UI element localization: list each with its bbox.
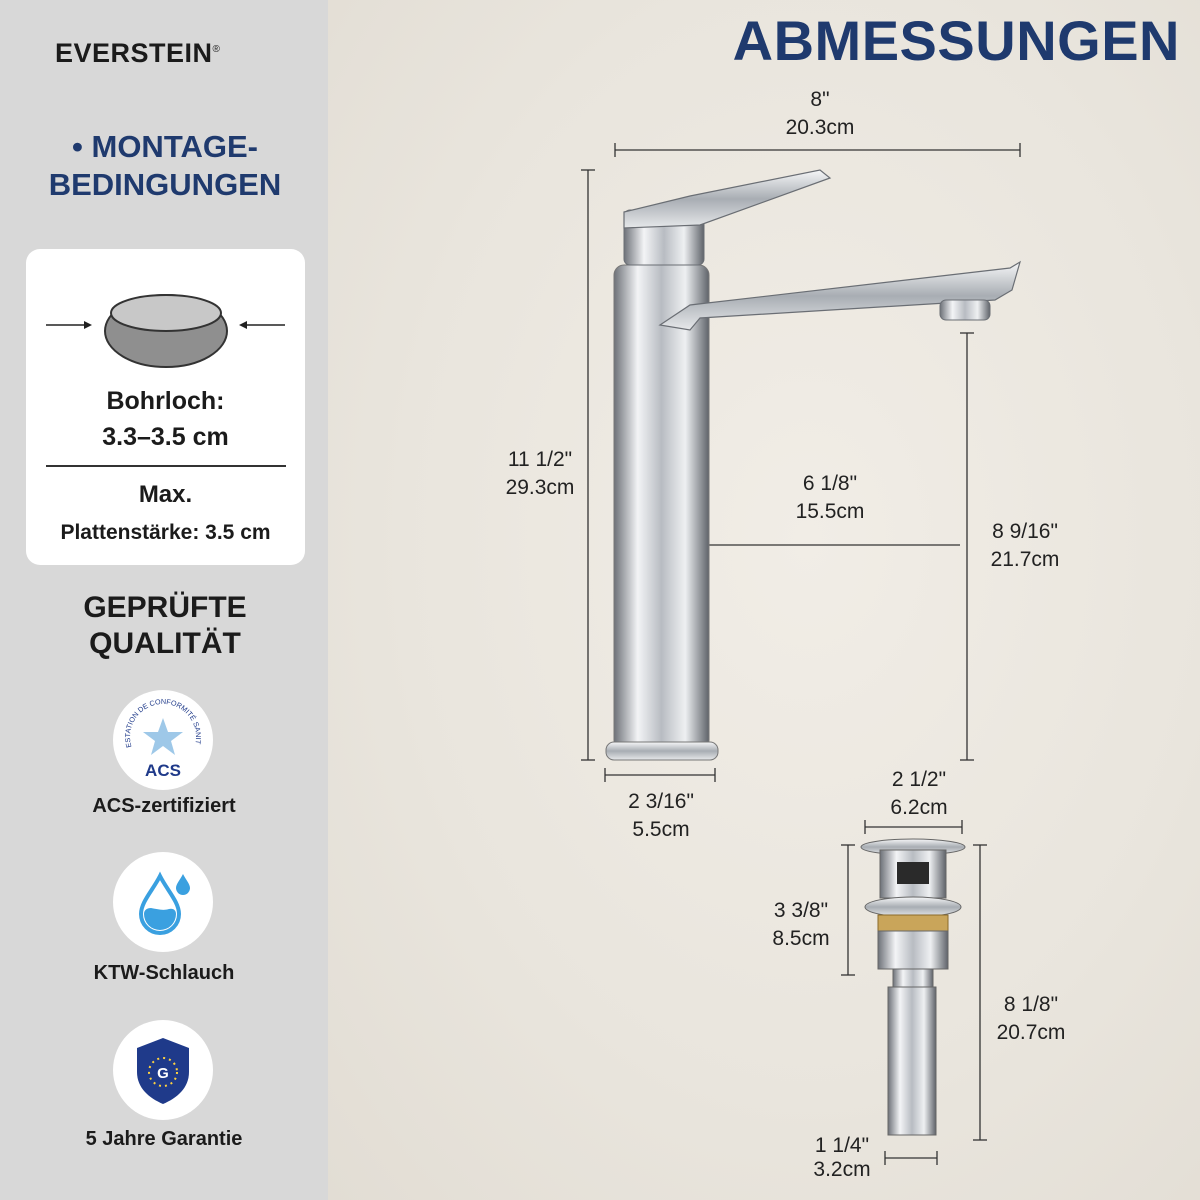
dim-drain-total-cm: 20.7cm xyxy=(996,1021,1066,1044)
mounting-title-line2: BEDINGUNGEN xyxy=(48,167,282,202)
mounting-title-line1: • MONTAGE- xyxy=(72,129,258,164)
hole-label: Bohrloch: xyxy=(106,387,225,415)
dim-drain-total xyxy=(976,991,1086,1047)
guarantee-label: 5 Jahre Garantie xyxy=(85,1128,243,1150)
dim-drain-total-in: 8 1/8" xyxy=(1003,993,1059,1016)
dim-base-in: 2 3/16" xyxy=(628,790,694,813)
dim-spout-height-in: 8 9/16" xyxy=(992,520,1058,543)
quality-title-line2: QUALITÄT xyxy=(89,627,241,660)
brand-name: EVERSTEIN xyxy=(55,38,213,68)
dim-reach-cm: 15.5cm xyxy=(795,500,865,523)
faucet-illustration xyxy=(606,170,1020,760)
dim-drain-upper xyxy=(746,897,856,953)
quality-title-line1: GEPRÜFTE xyxy=(83,591,247,624)
acs-seal-abbr: ACS xyxy=(145,761,181,780)
dim-base-cm: 5.5cm xyxy=(632,818,690,841)
dim-height-in: 11 1/2" xyxy=(507,448,573,471)
max-label: Max. xyxy=(138,481,193,508)
brand-registered-mark: ® xyxy=(212,44,221,55)
ktw-label: KTW-Schlauch xyxy=(93,962,235,984)
hole-value: 3.3–3.5 cm xyxy=(102,423,229,451)
dim-reach xyxy=(780,470,880,526)
dim-drain-upper-in: 3 3/8" xyxy=(773,899,829,922)
dim-width-in: 8" xyxy=(810,88,830,111)
dim-drain-top-in: 2 1/2" xyxy=(891,768,947,791)
dim-base xyxy=(606,788,716,844)
dim-drain-upper-cm: 8.5cm xyxy=(772,927,830,950)
acs-seal-text: ESTATION DE CONFORMITÉ SANIT xyxy=(122,696,204,749)
dim-width xyxy=(770,86,870,142)
dim-drain-pipe-cm: 3.2cm xyxy=(813,1158,871,1181)
dim-drain-top-cm: 6.2cm xyxy=(890,796,948,819)
dim-reach-in: 6 1/8" xyxy=(802,472,858,495)
dim-spout-height xyxy=(970,518,1080,574)
dim-width-cm: 20.3cm xyxy=(785,116,855,139)
drain-illustration xyxy=(861,839,965,1135)
dim-height-cm: 29.3cm xyxy=(505,476,575,499)
acs-label: ACS-zertifiziert xyxy=(92,795,236,817)
dim-height xyxy=(490,446,590,502)
dim-spout-height-cm: 21.7cm xyxy=(990,548,1060,571)
dim-drain-pipe xyxy=(792,1134,892,1182)
dim-drain-top xyxy=(864,766,974,822)
svg-text:G: G xyxy=(157,1065,169,1082)
thickness-value: Plattenstärke: 3.5 cm xyxy=(60,521,271,544)
page-title: ABMESSUNGEN xyxy=(732,9,1180,72)
dim-drain-pipe-in: 1 1/4" xyxy=(814,1134,870,1157)
